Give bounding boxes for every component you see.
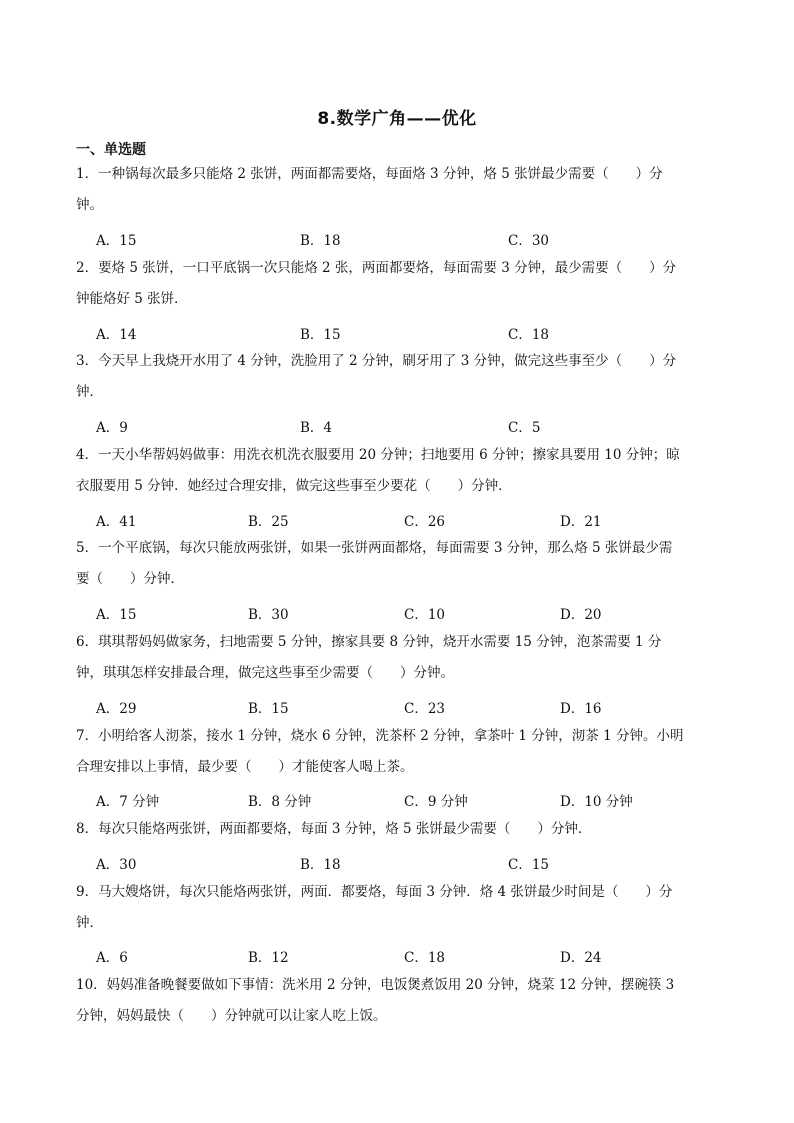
option-c[interactable]: C．15 xyxy=(508,857,550,873)
option-c[interactable]: C．30 xyxy=(508,233,550,249)
question-1 xyxy=(76,159,726,221)
question-3 xyxy=(76,346,726,408)
option-c[interactable]: C．18 xyxy=(508,327,550,343)
question-7 xyxy=(76,721,726,783)
section-heading: 一、单选题 xyxy=(76,142,146,158)
question-text-line: 7．小明给客人沏茶，接水 1 分钟，烧水 6 分钟，洗茶杯 2 分钟，拿茶叶 1 分钟，沏茶 1 分钟。小明 xyxy=(76,728,684,744)
option-c[interactable]: C．5 xyxy=(508,420,541,436)
question-text-line: 钟。 xyxy=(76,197,103,213)
question-text-line: 9．马大嫂烙饼，每次只能烙两张饼，两面．都要烙，每面 3 分钟．烙 4 张饼最少时间是（ ）分 xyxy=(76,884,673,900)
question-text-line: 2．要烙 5 张饼，一口平底锅一次只能烙 2 张，两面都要烙，每面需要 3 分钟，最少需要（ ）分 xyxy=(76,260,677,276)
question-text-line: 钟能烙好 5 张饼． xyxy=(76,291,188,307)
question-text-line: 分钟，妈妈最快（ ）分钟就可以让家人吃上饭。 xyxy=(76,1008,387,1024)
option-b[interactable]: B．12 xyxy=(248,950,289,966)
option-d[interactable]: D．24 xyxy=(560,950,602,966)
option-b[interactable]: B．25 xyxy=(248,514,289,530)
option-c[interactable]: C．10 xyxy=(404,607,446,623)
question-4 xyxy=(76,440,726,502)
option-c[interactable]: C．9 分钟 xyxy=(404,794,468,810)
options-9 xyxy=(96,946,736,970)
question-text-line: 钟． xyxy=(76,384,103,400)
page-title: 8.数学广角——优化 xyxy=(317,109,477,129)
option-b[interactable]: B．18 xyxy=(300,233,341,249)
option-d[interactable]: D．10 分钟 xyxy=(560,794,633,810)
options-4 xyxy=(96,510,736,534)
options-2 xyxy=(96,323,736,347)
option-c[interactable]: C．23 xyxy=(404,701,446,717)
question-text-line: 合理安排以上事情，最少要（ ）才能使客人喝上茶。 xyxy=(76,759,414,775)
option-b[interactable]: B．15 xyxy=(248,701,289,717)
options-8 xyxy=(96,853,736,877)
option-a[interactable]: A．14 xyxy=(96,327,137,343)
option-b[interactable]: B．15 xyxy=(300,327,341,343)
question-9 xyxy=(76,877,726,939)
question-text-line: 8．每次只能烙两张饼，两面都要烙，每面 3 分钟，烙 5 张饼最少需要（ ）分钟． xyxy=(76,821,592,837)
question-text-line: 要（ ）分钟． xyxy=(76,571,184,587)
option-a[interactable]: A．6 xyxy=(96,950,128,966)
question-text-line: 3．今天早上我烧开水用了 4 分钟，洗脸用了 2 分钟，刷牙用了 3 分钟，做完这些事至少（ ）分 xyxy=(76,353,677,369)
option-b[interactable]: B．4 xyxy=(300,420,333,436)
question-text-line: 10．妈妈准备晚餐要做如下事情：洗米用 2 分钟，电饭煲煮饭用 20 分钟，烧菜 12 分钟，摆碗筷 3 xyxy=(76,977,675,993)
options-1 xyxy=(96,229,736,253)
question-5 xyxy=(76,533,726,595)
option-a[interactable]: A．41 xyxy=(96,514,137,530)
option-a[interactable]: A．9 xyxy=(96,420,128,436)
option-c[interactable]: C．18 xyxy=(404,950,446,966)
question-6 xyxy=(76,627,726,689)
question-text-line: 钟． xyxy=(76,915,103,931)
question-text-line: 1．一种锅每次最多只能烙 2 张饼，两面都需要烙，每面烙 3 分钟，烙 5 张饼最少需要（ ）分 xyxy=(76,166,663,182)
option-d[interactable]: D．21 xyxy=(560,514,602,530)
question-text-line: 4．一天小华帮妈妈做事：用洗衣机洗衣服要用 20 分钟；扫地要用 6 分钟；擦家具要用 10 分钟；晾 xyxy=(76,447,680,463)
option-a[interactable]: A．29 xyxy=(96,701,137,717)
question-10 xyxy=(76,970,726,1032)
options-3 xyxy=(96,416,736,440)
option-c[interactable]: C．26 xyxy=(404,514,446,530)
question-8 xyxy=(76,814,726,845)
option-b[interactable]: B．8 分钟 xyxy=(248,794,312,810)
option-a[interactable]: A．7 分钟 xyxy=(96,794,160,810)
option-d[interactable]: D．20 xyxy=(560,607,602,623)
question-text-line: 6．琪琪帮妈妈做家务，扫地需要 5 分钟，擦家具要 8 分钟，烧开水需要 15 分钟，泡茶需要 1 分 xyxy=(76,634,662,650)
options-6 xyxy=(96,697,736,721)
question-text-line: 5．一个平底锅，每次只能放两张饼，如果一张饼两面都烙，每面需要 3 分钟，那么烙 5 张饼最少需 xyxy=(76,540,673,556)
question-2 xyxy=(76,253,726,315)
option-a[interactable]: A．15 xyxy=(96,233,137,249)
option-b[interactable]: B．18 xyxy=(300,857,341,873)
question-text-line: 钟，琪琪怎样安排最合理，做完这些事至少需要（ ）分钟。 xyxy=(76,665,454,681)
option-a[interactable]: A．15 xyxy=(96,607,137,623)
options-7 xyxy=(96,790,736,814)
option-b[interactable]: B．30 xyxy=(248,607,289,623)
options-5 xyxy=(96,603,736,627)
option-a[interactable]: A．30 xyxy=(96,857,137,873)
question-text-line: 衣服要用 5 分钟．她经过合理安排，做完这些事至少要花（ ）分钟． xyxy=(76,478,512,494)
option-d[interactable]: D．16 xyxy=(560,701,602,717)
